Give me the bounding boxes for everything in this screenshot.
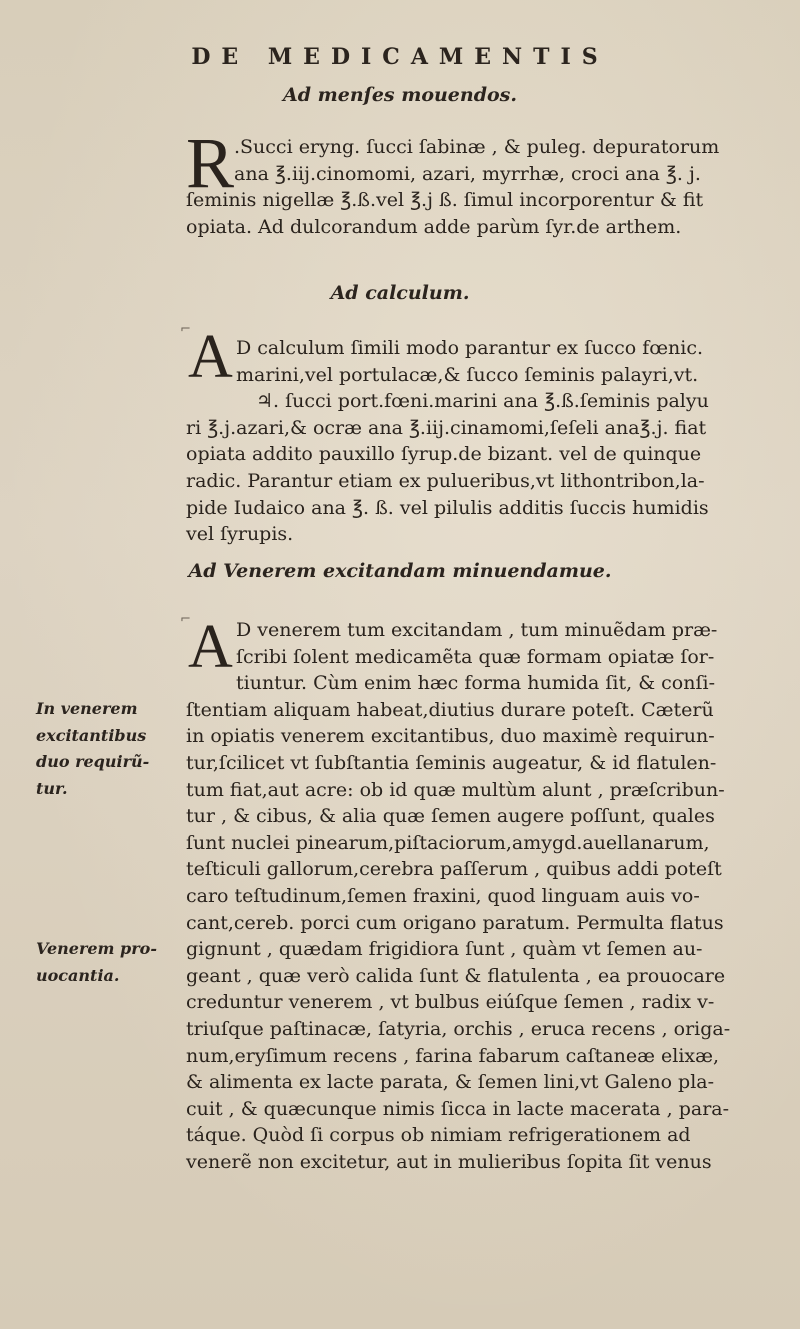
- margin-note-line: duo requirũ-: [36, 752, 150, 772]
- margin-note-excitantibus: [36, 696, 181, 802]
- text-line: tur,ſcilicet vt ſubſtantia ſeminis augeatur, & id flatulen-: [186, 751, 717, 774]
- text-line: tum fiat,aut acre: ob id quæ multùm alunt , præſcribun-: [186, 778, 725, 801]
- paragraph-calculum: [186, 335, 786, 548]
- text-line: venerẽ non excitetur, aut in mulieribus ſopita ſit venus: [186, 1150, 712, 1173]
- text-line: tur , & cibus, & alia quæ ſemen augere poſſunt, quales: [186, 805, 715, 828]
- paragraph-menses: [186, 123, 786, 240]
- text-line: & alimenta ex lacte parata, & ſemen lini,vt Galeno pla-: [186, 1071, 715, 1094]
- text-line: cant,cereb. porci cum origano paratum. Permulta flatus: [186, 911, 724, 934]
- margin-note-line: tur.: [36, 778, 68, 798]
- text-line: D venerem tum excitandam , tum minuẽdam præ-: [236, 619, 718, 641]
- text-line: pide Iudaico ana ℥. ß. vel pilulis additis ſuccis humidis: [186, 496, 709, 519]
- text-line: creduntur venerem , vt bulbus eiúſque ſemen , radix v-: [186, 991, 715, 1014]
- section-title-calculum: Ad calculum.: [330, 282, 470, 304]
- text-line: ♃. ſucci port.fœni.marini ana ℥.ß.ſeminis palyu: [256, 390, 709, 413]
- text-line: teſticuli gallorum,cerebra paſſerum , quibus addi poteſt: [186, 858, 722, 881]
- text-line: ſcribi ſolent medicamẽta quæ formam opiatæ ſor-: [236, 645, 715, 668]
- margin-note-line: uocantia.: [36, 965, 120, 985]
- text-line: vel ſyrupis.: [186, 523, 294, 546]
- margin-note-line: excitantibus: [36, 725, 147, 745]
- margin-note-line: Venerem pro-: [36, 939, 157, 958]
- text-line: geant , quæ verò calida ſunt & flatulenta , ea prouocare: [186, 964, 726, 987]
- text-line: opiata addito pauxillo ſyrup.de bizant. vel de quinque: [186, 443, 702, 466]
- text-line: num,eryſimum recens , farina fabarum caſtaneæ elixæ,: [186, 1044, 720, 1067]
- text-line: táque. Quòd ſi corpus ob nimiam refrigerationem ad: [186, 1124, 691, 1147]
- text-line: ſtentiam aliquam habeat,diutius durare poteſt. Cæterũ: [186, 698, 714, 721]
- text-line: ſunt nuclei pinearum,piſtaciorum,amygd.auellanarum,: [186, 831, 710, 854]
- dropcap-r: R: [186, 123, 235, 203]
- text-line: radic. Parantur etiam ex pulueribus,vt lithontribon,la-: [186, 469, 705, 492]
- text-line: marini,vel portulacæ,& ſucco ſeminis palayri,vt.: [236, 363, 699, 386]
- section-title-venerem: Ad Venerem excitandam minuendamue.: [188, 560, 612, 582]
- text-line: in opiatis venerem excitantibus, duo maximè requirun-: [186, 725, 715, 748]
- text-line: ſeminis nigellæ ℥.ß.vel ℥.j ß. ſimul incorporentur & fit: [186, 189, 704, 212]
- text-line: caro teſtudinum,ſemen fraxini, quod linguam auis vo-: [186, 884, 700, 907]
- guide-mark: ⌐: [180, 612, 191, 627]
- guide-mark: ⌐: [180, 322, 191, 337]
- text-line: ri ℥.j.azari,& ocræ ana ℥.iij.cinamomi,ſeſeli ana℥.j. fiat: [186, 416, 707, 439]
- margin-note-line: In venerem: [36, 699, 138, 718]
- dropcap-a-venerem: A: [188, 613, 233, 681]
- text-line: opiata. Ad dulcorandum adde parùm ſyr.de arthem.: [186, 215, 682, 238]
- text-line: triuſque paſtinacæ, ſatyria, orchis , eruca recens , origa-: [186, 1017, 731, 1040]
- text-line: ana ℥.iij.cinomomi, azari, myrrhæ, croci ana ℥. j.: [234, 162, 701, 185]
- text-line: cuit , & quæcunque nimis ſicca in lacte macerata , para-: [186, 1097, 730, 1120]
- text-line: D calculum ſimili modo parantur ex ſucco fœnic.: [236, 337, 704, 359]
- text-line: .Succi eryng. ſucci ſabinæ , & puleg. depuratorum: [234, 136, 720, 158]
- running-head: DE MEDICAMENTIS: [191, 44, 609, 70]
- section-title-menses: Ad menſes mouendos.: [283, 84, 517, 106]
- paragraph-venerem: [186, 613, 786, 1175]
- margin-note-prouocantia: [36, 936, 181, 989]
- text-line: tiuntur. Cùm enim hæc forma humida ſit, & conſi-: [236, 672, 716, 695]
- dropcap-a-calculum: A: [188, 323, 233, 391]
- text-line: gignunt , quædam frigidiora ſunt , quàm vt ſemen au-: [186, 938, 703, 961]
